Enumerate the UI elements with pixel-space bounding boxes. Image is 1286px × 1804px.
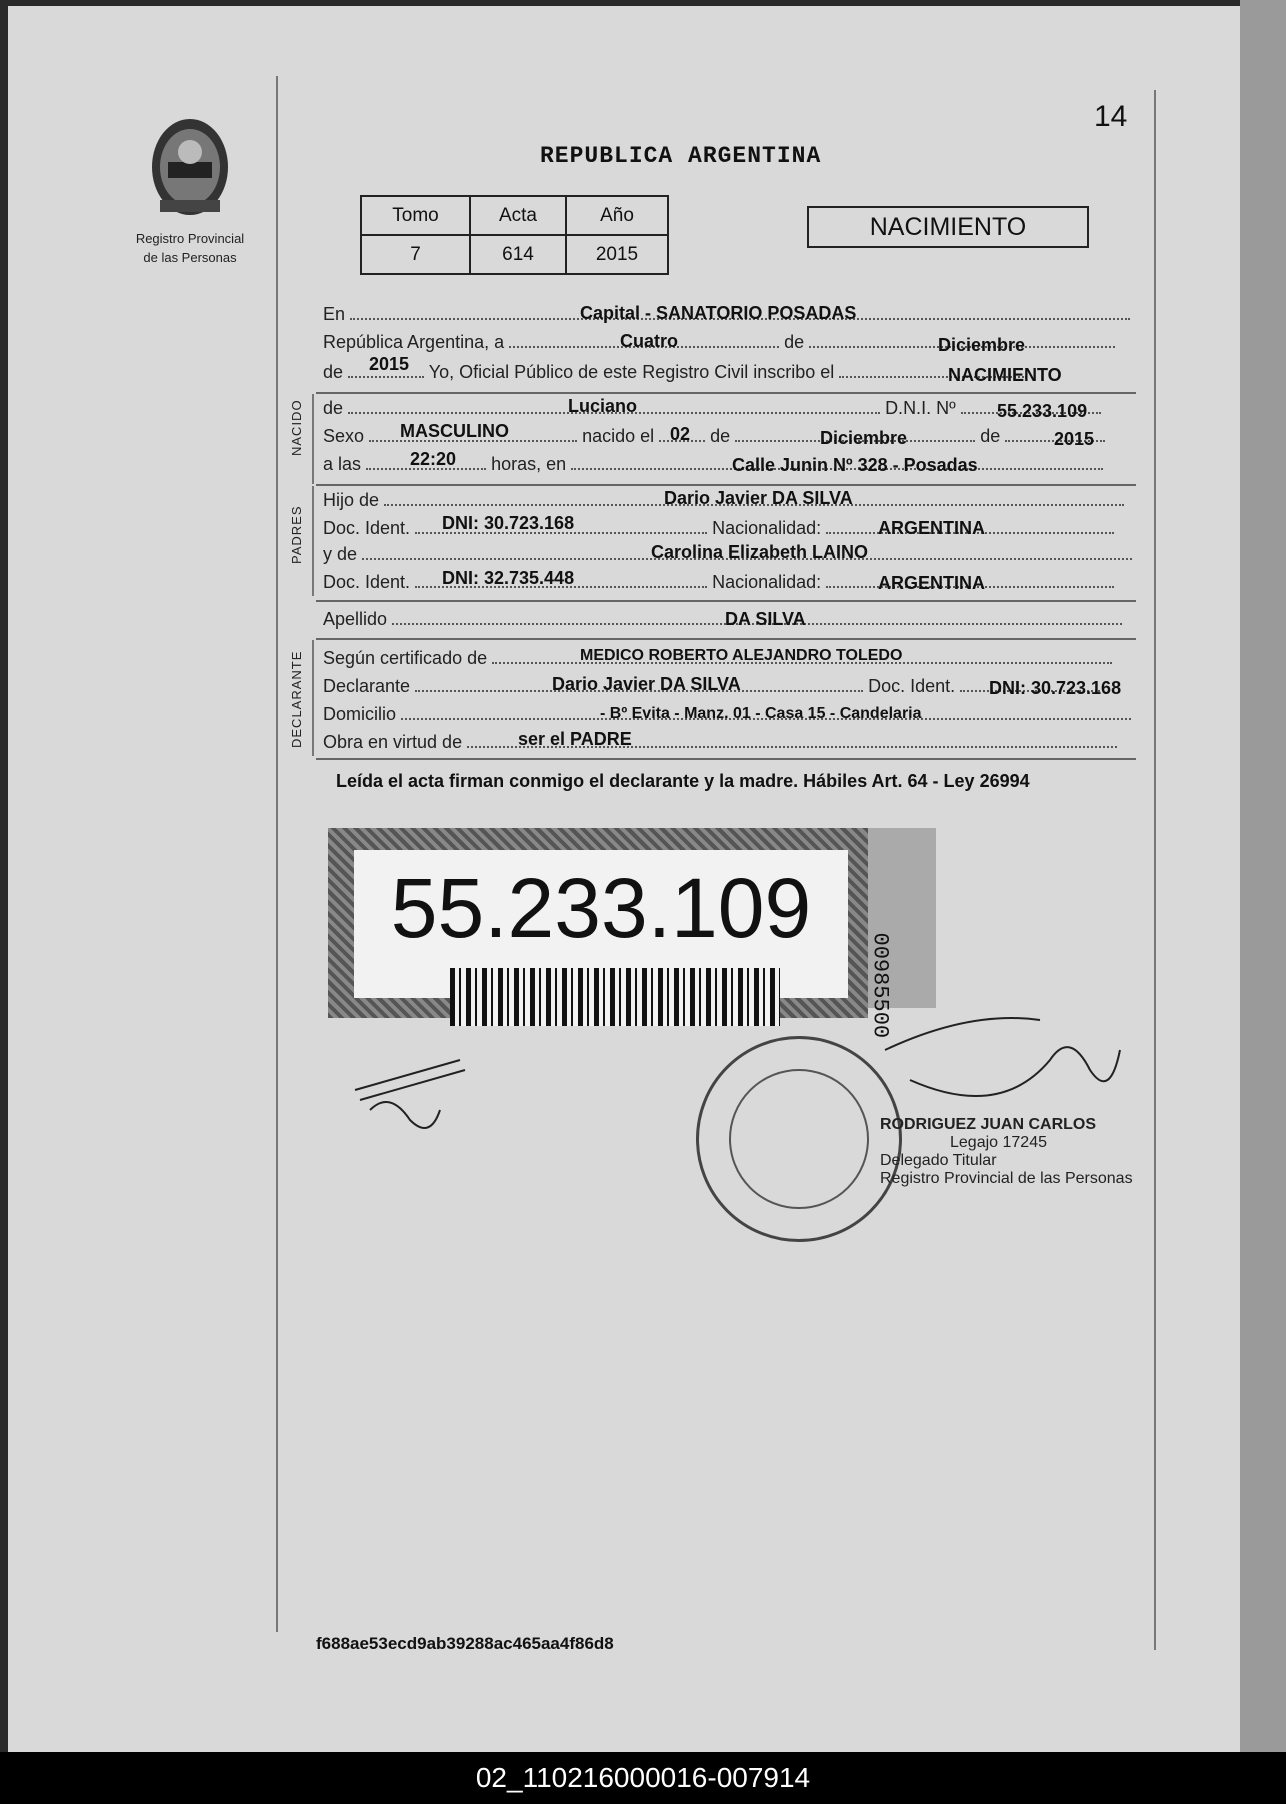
- apellido-value: DA SILVA: [725, 609, 806, 629]
- document-title: REPUBLICA ARGENTINA: [540, 143, 822, 169]
- nacido-de-label: de: [323, 398, 344, 418]
- cert-value: MEDICO ROBERTO ALEJANDRO TOLEDO: [580, 647, 903, 664]
- birth-time: 22:20: [410, 449, 457, 469]
- sexo-label: Sexo: [323, 426, 365, 446]
- signature-right-icon: [880, 1010, 1140, 1130]
- section-divider: [316, 600, 1136, 602]
- birth-place: Calle Junin Nº 328 - Posadas: [732, 455, 978, 475]
- birth-day: 02: [670, 424, 691, 444]
- nacido-section-label: NACIDO: [289, 399, 304, 456]
- signatory-org: Registro Provincial de las Personas: [880, 1170, 1133, 1187]
- domicilio-value: - Bº Evita - Manz. 01 - Casa 15 - Candelaria: [600, 705, 922, 722]
- table-value-ano: 2015: [566, 235, 668, 274]
- apellido-row: [323, 609, 1122, 630]
- record-type-box: NACIMIENTO: [807, 206, 1089, 248]
- signatory-legajo: Legajo 17245: [950, 1134, 1047, 1151]
- nacido-bracket: [312, 394, 314, 484]
- section-divider: [316, 638, 1136, 640]
- right-margin-line: [1154, 90, 1156, 1650]
- scan-id-footer: 02_110216000016-007914: [0, 1752, 1286, 1804]
- father-nationality: ARGENTINA: [878, 518, 985, 538]
- dni-stamp-number: 55.233.109: [390, 861, 812, 955]
- domicilio-label: Domicilio: [323, 704, 397, 724]
- declarante-value: Dario Javier DA SILVA: [552, 674, 741, 694]
- mother-nac-label: Nacionalidad:: [712, 572, 822, 592]
- father-nac-label: Nacionalidad:: [712, 518, 822, 538]
- year-value: 2015: [369, 354, 410, 374]
- horas-label: horas, en: [491, 454, 567, 474]
- mother-name: Carolina Elizabeth LAINO: [651, 542, 869, 562]
- nacido-el-label: nacido el: [582, 426, 655, 446]
- birth-month: Diciembre: [820, 428, 908, 448]
- signatory-title: Delegado Titular: [880, 1152, 997, 1169]
- declarante-label: Declarante: [323, 676, 411, 696]
- en-value: Capital - SANATORIO POSADAS: [580, 303, 857, 323]
- nacido-row-name: [323, 398, 1101, 419]
- declarante-bracket: [312, 640, 314, 756]
- table-header-ano: Año: [566, 196, 668, 235]
- signatory-block: [880, 1116, 1133, 1188]
- registry-logo: [130, 112, 250, 265]
- section-divider: [316, 392, 1136, 394]
- father-name: Dario Javier DA SILVA: [664, 488, 853, 508]
- father-doc-label: Doc. Ident.: [323, 518, 411, 538]
- logo-caption-2: de las Personas: [143, 250, 237, 265]
- table-header-acta: Acta: [470, 196, 566, 235]
- declarante-doc: DNI: 30.723.168: [989, 678, 1122, 698]
- child-name: Luciano: [568, 396, 638, 416]
- obra-label: Obra en virtud de: [323, 732, 463, 752]
- cert-label: Según certificado de: [323, 648, 488, 668]
- padres-section-label: PADRES: [289, 505, 304, 564]
- birth-year: 2015: [1054, 429, 1095, 449]
- province-emblem-icon: [140, 112, 240, 222]
- signatory-name: RODRIGUEZ JUAN CARLOS: [880, 1116, 1097, 1133]
- yde-label: y de: [323, 544, 358, 564]
- hijo-label: Hijo de: [323, 490, 380, 510]
- de-label-3: de: [980, 426, 1001, 446]
- official-seal: [696, 1036, 902, 1242]
- month-value: Diciembre: [938, 335, 1026, 355]
- mother-nationality: ARGENTINA: [878, 573, 985, 593]
- de-label-2: de: [710, 426, 731, 446]
- en-label: En: [323, 304, 346, 324]
- inscribe-value: NACIMIENTO: [948, 365, 1062, 385]
- officer-text: Yo, Oficial Público de este Registro Civil inscribo el: [428, 362, 835, 382]
- closing-note: Leída el acta firman conmigo el declarante y la madre. Hábiles Art. 64 - Ley 26994: [336, 771, 1030, 791]
- de-label: de: [784, 332, 805, 352]
- day-value: Cuatro: [620, 331, 678, 351]
- apellido-label: Apellido: [323, 609, 388, 629]
- dotted-line: [348, 376, 424, 378]
- padres-bracket: [312, 486, 314, 596]
- table-value-tomo: 7: [361, 235, 470, 274]
- sexo-value: MASCULINO: [400, 421, 509, 441]
- child-dni: 55.233.109: [997, 401, 1088, 421]
- barcode: [450, 968, 780, 1026]
- republica-label: República Argentina, a: [323, 332, 505, 352]
- table-header-tomo: Tomo: [361, 196, 470, 235]
- document-hash: f688ae53ecd9ab39288ac465aa4f86d8: [316, 1634, 614, 1653]
- dni-stamp-label: [354, 850, 848, 998]
- decl-doc-label: Doc. Ident.: [868, 676, 956, 696]
- section-divider: [316, 758, 1136, 760]
- de2-label: de: [323, 362, 344, 382]
- left-margin-line: [276, 76, 278, 1632]
- obra-value: ser el PADRE: [518, 729, 632, 749]
- seal-inner-ring: [729, 1069, 869, 1209]
- mother-doc-label: Doc. Ident.: [323, 572, 411, 592]
- page-edge: [1240, 0, 1286, 1752]
- act-row-officer: [323, 362, 1027, 383]
- mother-doc: DNI: 32.735.448: [442, 568, 575, 588]
- dni-stamp: [328, 828, 868, 1018]
- signature-left-icon: [350, 1050, 470, 1140]
- alas-label: a las: [323, 454, 362, 474]
- registry-table: [360, 195, 669, 275]
- section-divider: [316, 484, 1136, 486]
- decl-row-obra: [323, 732, 1117, 753]
- logo-caption-1: Registro Provincial: [135, 231, 245, 246]
- page-number: 14: [1094, 100, 1128, 133]
- stamp-serial: 00985500: [867, 932, 893, 1039]
- father-doc: DNI: 30.723.168: [442, 513, 575, 533]
- dni-label: D.N.I. Nº: [885, 398, 956, 418]
- declarante-section-label: DECLARANTE: [289, 650, 304, 748]
- table-value-acta: 614: [470, 235, 566, 274]
